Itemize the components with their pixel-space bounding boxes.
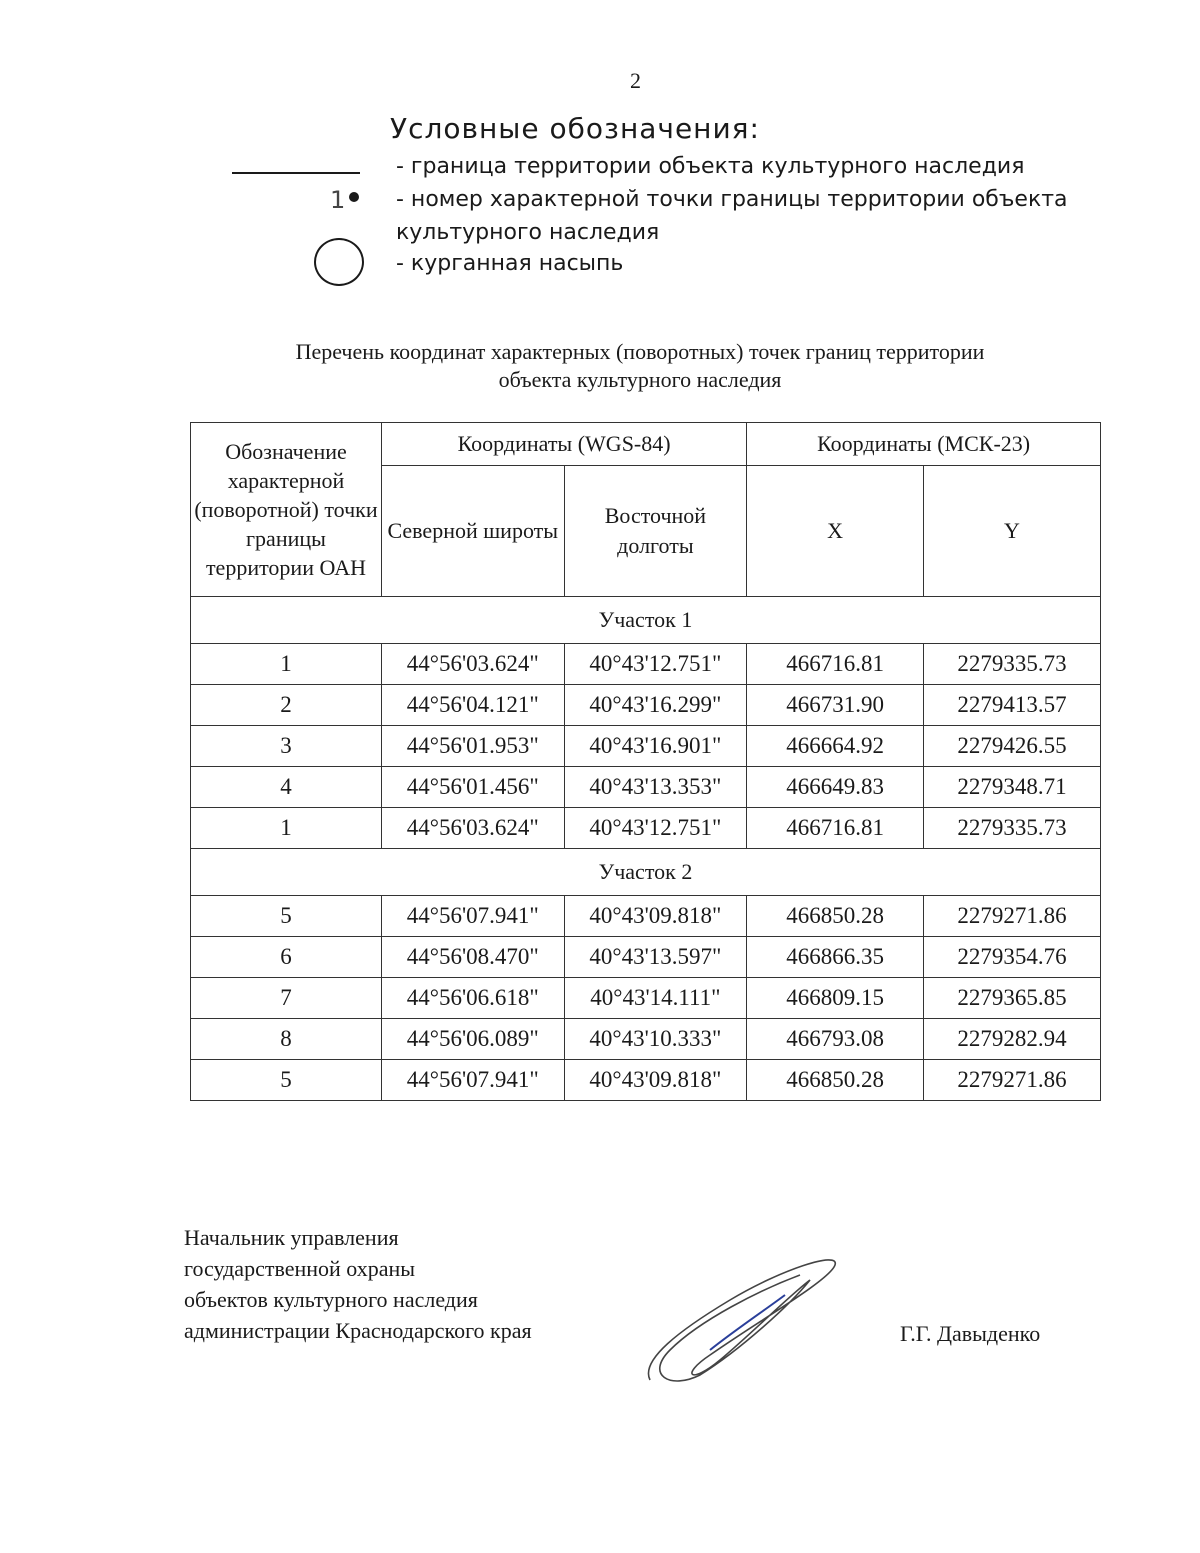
section-row	[191, 849, 1101, 896]
point-number-cell: 5	[191, 1060, 382, 1101]
longitude-cell: 40°43'16.299"	[564, 685, 747, 726]
latitude-cell: 44°56'07.941"	[381, 896, 564, 937]
longitude-cell: 40°43'09.818"	[564, 896, 747, 937]
table-row	[191, 978, 1101, 1019]
x-cell: 466649.83	[747, 767, 924, 808]
legend-item-point: - номер характерной точки границы территории объекта культурного наследия	[396, 187, 1068, 245]
table-row	[191, 937, 1101, 978]
longitude-cell: 40°43'10.333"	[564, 1019, 747, 1060]
longitude-cell: 40°43'13.597"	[564, 937, 747, 978]
table-row	[191, 1019, 1101, 1060]
signature-icon	[640, 1250, 850, 1390]
header-point: Обозначение характерной (поворотной) точки границы территории ОАН	[191, 423, 382, 597]
table-row	[191, 767, 1101, 808]
y-cell: 2279271.86	[923, 896, 1100, 937]
latitude-cell: 44°56'07.941"	[381, 1060, 564, 1101]
latitude-cell: 44°56'01.456"	[381, 767, 564, 808]
signatory-block	[184, 1222, 532, 1346]
y-cell: 2279271.86	[923, 1060, 1100, 1101]
longitude-cell: 40°43'14.111"	[564, 978, 747, 1019]
y-cell: 2279413.57	[923, 685, 1100, 726]
table-row	[191, 808, 1101, 849]
table-caption-line1: Перечень координат характерных (поворотных) точек границ территории	[295, 339, 985, 364]
table-row	[191, 1060, 1101, 1101]
section-title: Участок 1	[191, 597, 1101, 644]
y-cell: 2279426.55	[923, 726, 1100, 767]
point-number-symbol: 1	[330, 186, 346, 214]
header-latitude: Северной широты	[381, 466, 564, 597]
latitude-cell: 44°56'08.470"	[381, 937, 564, 978]
section-row	[191, 597, 1101, 644]
y-cell: 2279282.94	[923, 1019, 1100, 1060]
signatory-line: Начальник управления	[184, 1225, 399, 1250]
point-number-cell: 8	[191, 1019, 382, 1060]
longitude-cell: 40°43'12.751"	[564, 808, 747, 849]
table-row	[191, 685, 1101, 726]
header-wgs84: Координаты (WGS-84)	[381, 423, 746, 466]
mound-circle-icon	[314, 238, 364, 286]
longitude-cell: 40°43'09.818"	[564, 1060, 747, 1101]
longitude-cell: 40°43'16.901"	[564, 726, 747, 767]
legend-item-boundary: - граница территории объекта культурного наследия	[396, 154, 1025, 179]
y-cell: 2279348.71	[923, 767, 1100, 808]
point-number-icon	[330, 186, 359, 214]
point-number-cell: 7	[191, 978, 382, 1019]
section-title: Участок 2	[191, 849, 1101, 896]
table-row	[191, 644, 1101, 685]
legend-title: Условные обозначения:	[390, 112, 760, 145]
x-cell: 466716.81	[747, 808, 924, 849]
x-cell: 466809.15	[747, 978, 924, 1019]
header-msk23: Координаты (МСК-23)	[747, 423, 1101, 466]
point-number-cell: 3	[191, 726, 382, 767]
x-cell: 466793.08	[747, 1019, 924, 1060]
table-caption-line2: объекта культурного наследия	[498, 367, 782, 392]
coordinates-table	[190, 422, 1101, 1101]
x-cell: 466664.92	[747, 726, 924, 767]
table-row	[191, 896, 1101, 937]
page-number: 2	[630, 68, 641, 93]
header-y: Y	[923, 466, 1100, 597]
header-x: X	[747, 466, 924, 597]
boundary-line-icon	[232, 172, 360, 174]
header-longitude: Восточной долготы	[564, 466, 747, 597]
table-body	[191, 597, 1101, 1101]
point-number-cell: 6	[191, 937, 382, 978]
y-cell: 2279365.85	[923, 978, 1100, 1019]
x-cell: 466850.28	[747, 1060, 924, 1101]
table-row	[191, 726, 1101, 767]
point-number-cell: 1	[191, 808, 382, 849]
latitude-cell: 44°56'06.089"	[381, 1019, 564, 1060]
point-number-cell: 5	[191, 896, 382, 937]
longitude-cell: 40°43'13.353"	[564, 767, 747, 808]
x-cell: 466716.81	[747, 644, 924, 685]
table-caption	[190, 338, 1090, 394]
y-cell: 2279335.73	[923, 808, 1100, 849]
latitude-cell: 44°56'04.121"	[381, 685, 564, 726]
point-number-cell: 4	[191, 767, 382, 808]
latitude-cell: 44°56'03.624"	[381, 644, 564, 685]
signatory-line: администрации Краснодарского края	[184, 1318, 532, 1343]
y-cell: 2279354.76	[923, 937, 1100, 978]
point-number-cell: 1	[191, 644, 382, 685]
latitude-cell: 44°56'03.624"	[381, 808, 564, 849]
legend-item-mound: - курганная насыпь	[396, 251, 624, 276]
x-cell: 466850.28	[747, 896, 924, 937]
y-cell: 2279335.73	[923, 644, 1100, 685]
point-dot-icon	[349, 192, 359, 202]
signer-name: Г.Г. Давыденко	[900, 1321, 1041, 1346]
longitude-cell: 40°43'12.751"	[564, 644, 747, 685]
point-number-cell: 2	[191, 685, 382, 726]
x-cell: 466731.90	[747, 685, 924, 726]
latitude-cell: 44°56'01.953"	[381, 726, 564, 767]
signatory-line: государственной охраны	[184, 1256, 416, 1281]
x-cell: 466866.35	[747, 937, 924, 978]
signatory-line: объектов культурного наследия	[184, 1287, 478, 1312]
latitude-cell: 44°56'06.618"	[381, 978, 564, 1019]
